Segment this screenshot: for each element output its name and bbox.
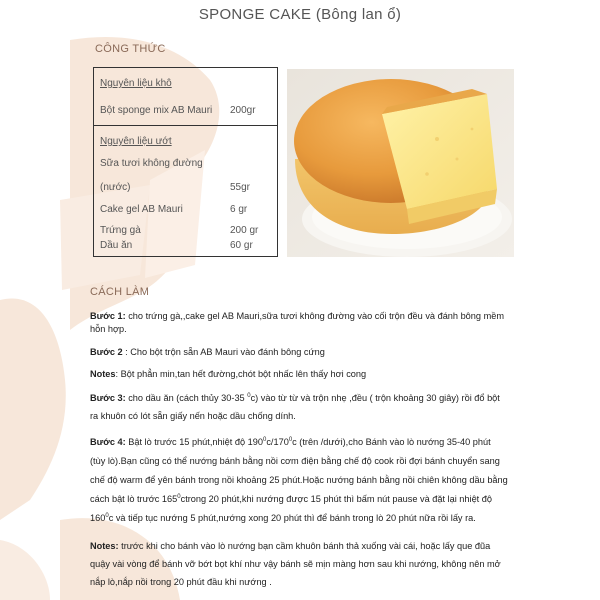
note-text: : Bột phẳn min,tan hết đường,chót bột nhấc lên thấy hơi cong [115, 369, 367, 379]
step-4-line-5 [90, 512, 530, 524]
degree-sup: 0 [288, 437, 293, 443]
step-text: c (trên /dưới),cho Bánh vào lò nướng 35-40 phút [292, 437, 491, 447]
dry-ingredients-heading: Nguyên liệu khô [100, 78, 172, 89]
ingredient-amount: 200gr [230, 105, 256, 116]
step-text: cho trứng gà,,cake gel AB Mauri,sữa tươi không đường vào cối trộn đều và đánh bông mềm [125, 311, 504, 321]
step-label: Bước 1: [90, 311, 126, 321]
ingredient-table [93, 67, 278, 257]
step-text: cách bật lò trước 165 [90, 494, 178, 504]
ingredient-amount: 55gr [230, 182, 251, 193]
wet-ingredients-heading: Nguyên liệu ướt [100, 136, 172, 147]
degree-sup: 0 [105, 513, 109, 519]
table-divider [94, 125, 277, 126]
step-text: Bật lò trước 15 phút,nhiệt độ 190 [125, 437, 263, 447]
ingredient-amount: 200 gr [230, 225, 259, 236]
note-1 [90, 368, 530, 380]
ingredient-name: (nước) [100, 182, 131, 193]
step-text: cho dầu ăn (cách thủy 30-35 [125, 393, 248, 403]
step-text: c) vào từ từ và trộn nhẹ ,đều ( trộn khoảng 30 giây) rồi đổ bột [250, 393, 500, 403]
step-text: : Cho bột trộn sẵn AB Mauri vào đánh bông cứng [122, 347, 325, 357]
ingredient-amount: 6 gr [230, 204, 248, 215]
step-3-continued: ra khuôn có lót sẵn giấy nến hoặc dầu chống dính. [90, 411, 296, 421]
step-4-line-2: (tùy lò).Bạn cũng có thể nướng bánh bằng nồi cơm điện bằng chế độ cook rồi đợi bánh chuyển sang [90, 456, 500, 466]
note-2 [90, 540, 530, 552]
step-4 [90, 436, 530, 448]
step-1-continued: hỗn hợp. [90, 324, 127, 334]
note-2-line-3: nắp lò,nắp nồi trong 20 phút đầu khi nướng . [90, 577, 272, 587]
step-label: Bước 4: [90, 437, 126, 447]
step-label: Bước 2 [90, 347, 123, 357]
step-text: c và tiếp tục nướng 5 phút,nướng xong 20 phút thì để bánh trong lò 20 phút nữa rồi lấy ra. [108, 513, 476, 523]
step-text: ctrong 20 phút,khi nướng được 15 phút thì bấm nút pause và đặt lại nhiệt độ [180, 494, 492, 504]
step-1 [90, 310, 530, 322]
note-label: Notes [90, 369, 116, 379]
step-2 [90, 346, 530, 358]
step-text: 160 [90, 513, 106, 523]
sponge-cake-photo [287, 69, 514, 257]
step-4-line-4 [90, 493, 530, 505]
degree-sup: 0 [247, 393, 251, 399]
ingredient-name: Sữa tươi không đường [100, 158, 203, 169]
degree-sup: 0 [177, 494, 181, 500]
degree-sup: 0 [262, 437, 267, 443]
ingredient-name: Bột sponge mix AB Mauri [100, 105, 213, 116]
step-4-line-3: chế độ warm để yên bánh trong nồi khoảng 25 phút.Hoặc nướng bánh bằng nồi chiên không dầu bằng [90, 475, 508, 485]
recipe-heading: CÔNG THỨC [95, 43, 166, 55]
step-text: c/170 [266, 437, 289, 447]
note-label: Notes: [90, 541, 119, 551]
page-title: SPONGE CAKE (Bông lan ổ) [198, 6, 402, 23]
ingredient-name: Trứng gà [100, 225, 141, 236]
note-2-line-2: quậy vài vòng để bánh vỡ bớt bọt khí như vậy bánh sẽ mịn màng hơn sau khi nướng, không nên mở [90, 559, 501, 569]
ingredient-name: Dầu ăn [100, 240, 133, 251]
ingredient-amount: 60 gr [230, 240, 253, 251]
ingredient-name: Cake gel AB Mauri [100, 204, 183, 215]
step-3 [90, 392, 530, 404]
method-heading: CÁCH LÀM [90, 286, 150, 298]
step-label: Bước 3: [90, 393, 126, 403]
note-text: trước khi cho bánh vào lò nướng bạn cầm khuôn bánh thả xuống vài cái, hoặc lấy que đũa [118, 541, 491, 551]
